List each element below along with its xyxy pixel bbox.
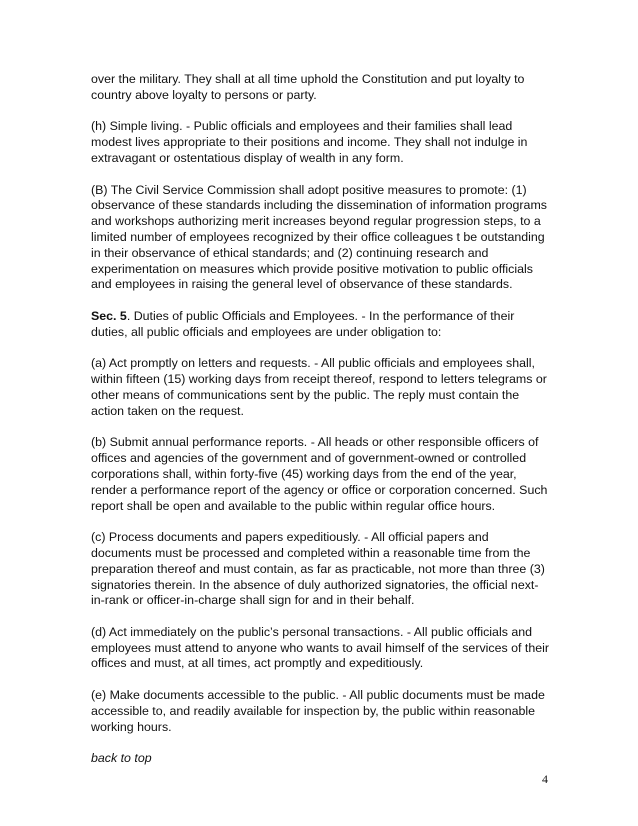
paragraph-civil-service-commission [91, 183, 549, 294]
paragraph-text: (h) Simple living. - Public officials and employees and their families shall lead modest lives appropriate to their positions and income. They shall not indulge in extravagant or ostentatious display of wealth in any form. [91, 119, 528, 165]
page-number: 4 [542, 772, 548, 786]
document-page [91, 72, 549, 783]
paragraph-text: (d) Act immediately on the public’s personal transactions. - All public officials and employees must attend to anyone who wants to avail himself of the services of their offices and must, at all times, act promptly and expeditiously. [91, 624, 549, 671]
paragraph-text: (c) Process documents and papers expeditiously. - All official papers and documents must be processed and completed within a reasonable time from the preparation thereof and must contain, as far as practicable, not more than three (3) signatories therein. In the absence of duly authorized signatories, the official next-in-rank or officer-in-charge shall sign for and in their behalf. [91, 530, 545, 608]
paragraph-performance-reports [91, 435, 549, 514]
paragraph-text: (B) The Civil Service Commission shall adopt positive measures to promote: (1) observance of these standards including the dissemination of information programs and workshops authorizing merit increases beyond regular progression steps, to a limited number of employees recognized by their office colleagues t be outstanding in their observance of ethical standards; and (2) continuing research and experimentation on measures which provide positive motivation to public officials and employees in raising the general level of observance of these standards. [91, 182, 547, 292]
paragraph-personal-transactions [91, 625, 549, 672]
paragraph-documents-accessible [91, 688, 549, 735]
back-to-top-container [91, 751, 549, 767]
paragraph-text: (b) Submit annual performance reports. - All heads or other responsible officers of offices and agencies of the government and of government-owned or controlled corporations shall, within forty-five (45) working days from the end of the year, render a performance report of the agency or office or corporation concerned. Such report shall be open and available to the public within regular office hours. [91, 435, 548, 513]
paragraph-military-loyalty [91, 72, 549, 104]
paragraph-text: over the military. They shall at all time uphold the Constitution and put loyalty to country above loyalty to persons or party. [91, 72, 525, 102]
paragraph-simple-living [91, 119, 549, 166]
paragraph-act-promptly [91, 356, 549, 419]
paragraph-process-documents [91, 530, 549, 609]
paragraph-section-5-heading [91, 309, 549, 341]
paragraph-text: (a) Act promptly on letters and requests. - All public officials and employees shall, within fifteen (15) working days from receipt thereof, respond to letters telegrams or other means of communications sent by the public. The reply must contain the action taken on the request. [91, 356, 547, 418]
paragraph-text: . Duties of public Officials and Employees. - In the performance of their duties, all public officials and employees are under obligation to: [91, 308, 515, 339]
back-to-top-link[interactable]: back to top [91, 751, 152, 766]
section-number: Sec. 5 [91, 308, 127, 323]
paragraph-text: (e) Make documents accessible to the public. - All public documents must be made accessible to, and readily available for inspection by, the public within reasonable working hours. [91, 688, 545, 734]
